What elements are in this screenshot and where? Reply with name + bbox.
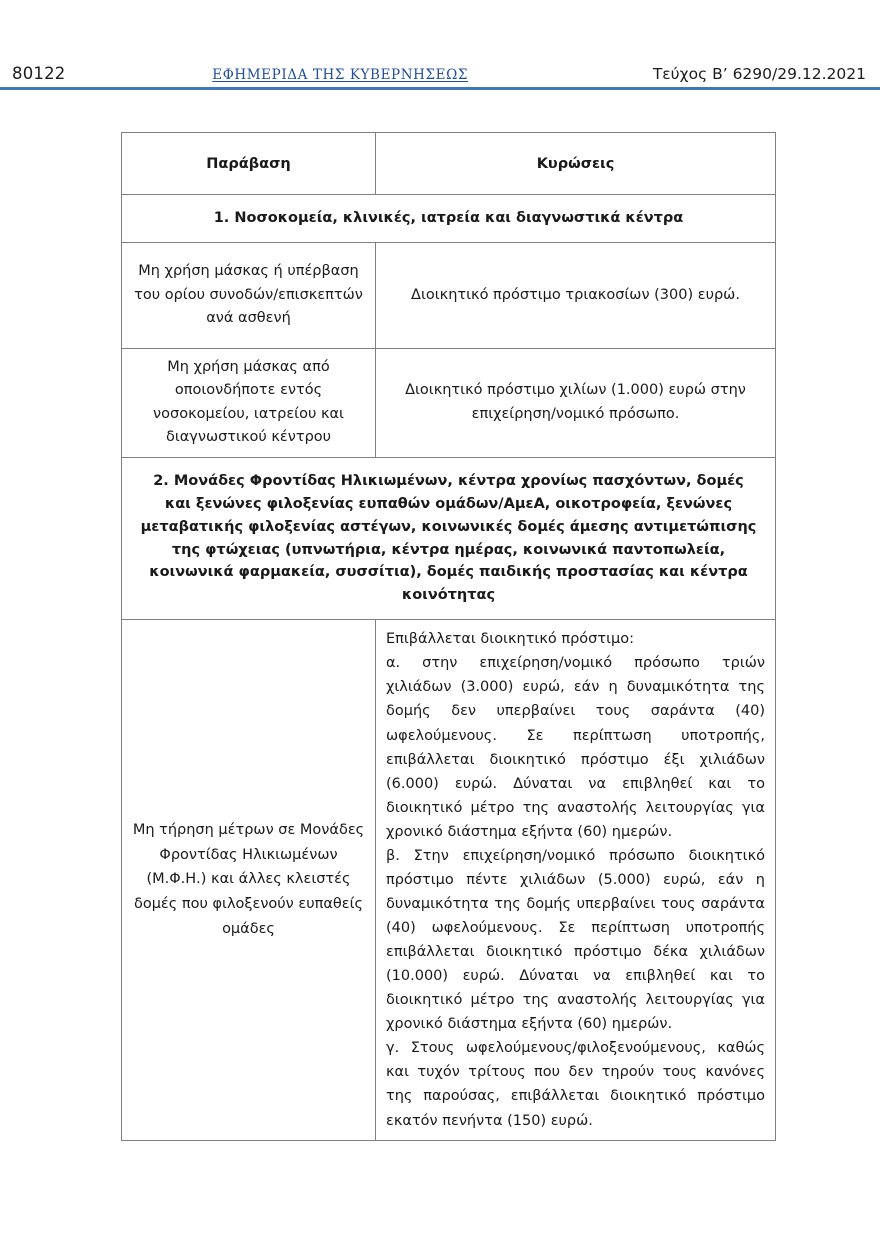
table-row <box>122 242 776 348</box>
violation-text: Μη χρήση μάσκας από οποιονδήποτε εντός νοσοκομείου, ιατρείου και διαγνωστικού κέντρου <box>122 348 376 457</box>
sanction-text <box>376 620 776 1140</box>
sanction-paragraph: γ. Στους ωφελούμενους/φιλοξενούμενους, καθώς και τυχόν τρίτους που δεν τηρούν τους κανόνες της παρούσας, επιβάλλεται διοικητικό πρόστιμο εκατόν πενήντα (150) ευρώ. <box>386 1040 765 1129</box>
table-row <box>122 348 776 457</box>
table-header-row <box>122 133 776 195</box>
section-heading-row <box>122 195 776 243</box>
table-row <box>122 620 776 1140</box>
page-number: 80122 <box>12 63 66 83</box>
sanction-paragraph: α. στην επιχείρηση/νομικό πρόσωπο τριών χιλιάδων (3.000) ευρώ, εάν η δυναμικότητα της δομής δεν υπερβαίνει τους σαράντα (40) ωφελούμενους. Σε περίπτωση υποτροπής, επιβάλλεται διοικητικό πρόστιμο έξι χιλιάδων (6.000) ευρώ. Δύναται να επιβληθεί και το διοικητικό μέτρο της αναστολής λειτουργίας για χρονικό διάστημα εξήντα (60) ημερών. <box>386 655 765 840</box>
violation-text: Μη χρήση μάσκας ή υπέρβαση του ορίου συνοδών/επισκεπτών ανά ασθενή <box>122 242 376 348</box>
violation-text: Μη τήρηση μέτρων σε Μονάδες Φροντίδας Ηλικιωμένων (Μ.Φ.Η.) και άλλες κλειστές δομές που φιλοξενούν ευπαθείς ομάδες <box>122 620 376 1140</box>
section-heading-row <box>122 457 776 619</box>
sanction-paragraph: β. Στην επιχείρηση/νομικό πρόσωπο διοικητικό πρόστιμο πέντε χιλιάδων (5.000) ευρώ, εάν η δυναμικότητα της δομής υπερβαίνει τους σαράντα (40) ωφελούμενους. Σε περίπτωση υποτροπής επιβάλλεται διοικητικό πρόστιμο δέκα χιλιάδων (10.000) ευρώ. Δύναται να επιβληθεί και το διοικητικό μέτρο της αναστολής λειτουργίας για χρονικό διάστημα εξήντα (60) ημερών. <box>386 847 765 1033</box>
section-heading-1: 1. Νοσοκομεία, κλινικές, ιατρεία και διαγνωστικά κέντρα <box>122 195 776 243</box>
gazette-title: ΕΦΗΜΕΡΙΔΑ ΤΗΣ ΚΥΒΕΡΝΗΣΕΩΣ <box>212 66 469 83</box>
page-header-row <box>0 52 880 82</box>
section-heading-2: 2. Μονάδες Φροντίδας Ηλικιωμένων, κέντρα χρονίως πασχόντων, δομές και ξενώνες φιλοξενίας ευπαθών ομάδων/ΑμεΑ, οικοτροφεία, ξενώνες μεταβατικής φιλοξενίας αστέγων, κοινωνικές δομές άμεσης αντιμετώπισης της φτώχειας (υπνωτήρια, κέντρα ημέρας, κοινωνικά παντοπωλεία, κοινωνικά φαρμακεία, συσσίτια), δομές παιδικής προστασίας και κέντρα κοινότητας <box>122 457 776 619</box>
header-divider <box>0 87 880 90</box>
sanction-text: Διοικητικό πρόστιμο τριακοσίων (300) ευρώ. <box>376 242 776 348</box>
sanction-paragraph: Επιβάλλεται διοικητικό πρόστιμο: <box>386 631 634 648</box>
sanction-text: Διοικητικό πρόστιμο χιλίων (1.000) ευρώ στην επιχείρηση/νομικό πρόσωπο. <box>376 348 776 457</box>
page-header <box>0 52 880 88</box>
column-header-sanction: Κυρώσεις <box>376 133 776 195</box>
column-header-violation: Παράβαση <box>122 133 376 195</box>
sanctions-table <box>121 132 776 1141</box>
issue-reference: Τεύχος Β’ 6290/29.12.2021 <box>652 64 866 83</box>
